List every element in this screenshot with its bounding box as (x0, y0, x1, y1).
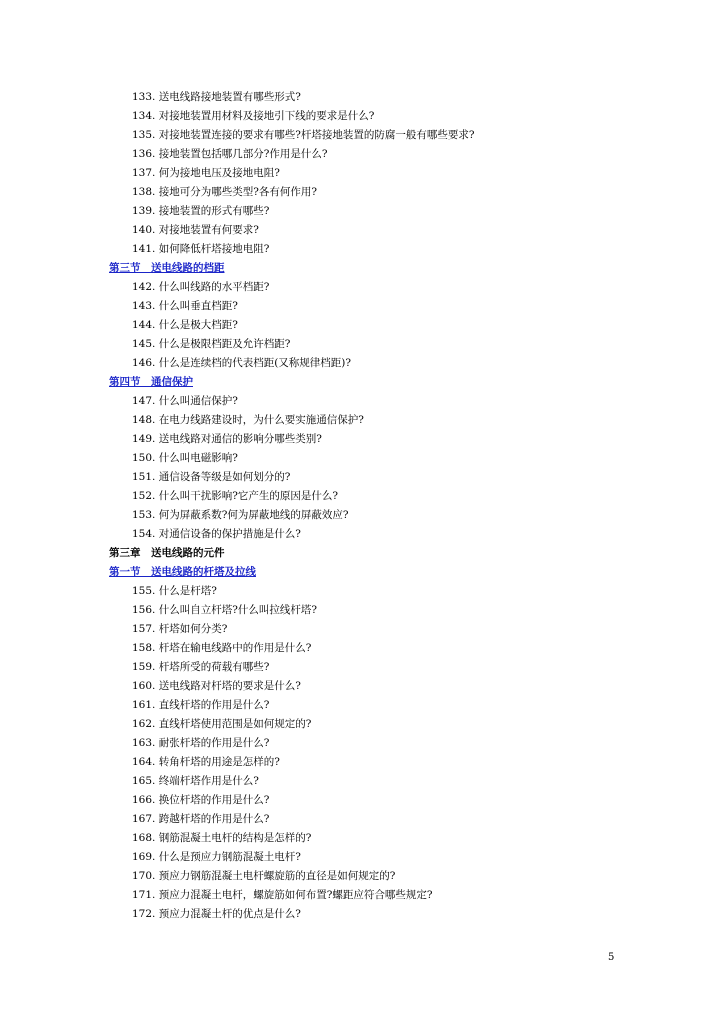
question-item: 147. 什么叫通信保护? (132, 395, 238, 407)
question-item: 144. 什么是极大档距? (132, 319, 238, 331)
question-item: 138. 接地可分为哪些类型?各有何作用? (132, 186, 317, 198)
question-item: 163. 耐张杆塔的作用是什么? (132, 737, 270, 749)
question-item: 137. 何为接地电压及接地电阻? (132, 167, 280, 179)
question-item: 146. 什么是连续档的代表档距(又称规律档距)? (132, 357, 352, 369)
question-item: 167. 跨越杆塔的作用是什么? (132, 813, 270, 825)
question-item: 165. 终端杆塔作用是什么? (132, 775, 259, 787)
question-item: 153. 何为屏蔽系数?何为屏蔽地线的屏蔽效应? (132, 509, 349, 521)
question-item: 169. 什么是预应力钢筋混凝土电杆? (132, 851, 301, 863)
question-item: 150. 什么叫电磁影响? (132, 452, 238, 464)
question-item: 161. 直线杆塔的作用是什么? (132, 699, 270, 711)
section-heading-link[interactable]: 第四节 通信保护 (109, 376, 193, 388)
question-item: 157. 杆塔如何分类? (132, 623, 228, 635)
question-item: 145. 什么是极限档距及允许档距? (132, 338, 291, 350)
question-item: 164. 转角杆塔的用途是怎样的? (132, 756, 280, 768)
question-item: 143. 什么叫垂直档距? (132, 300, 238, 312)
question-item: 149. 送电线路对通信的影响分哪些类别? (132, 433, 322, 445)
question-item: 141. 如何降低杆塔接地电阻? (132, 243, 270, 255)
question-item: 158. 杆塔在输电线路中的作用是什么? (132, 642, 312, 654)
question-item: 140. 对接地装置有何要求? (132, 224, 259, 236)
question-item: 139. 接地装置的形式有哪些? (132, 205, 270, 217)
question-item: 155. 什么是杆塔? (132, 585, 217, 597)
question-item: 162. 直线杆塔使用范围是如何规定的? (132, 718, 312, 730)
question-item: 135. 对接地装置连接的要求有哪些?杆塔接地装置的防腐一般有哪些要求? (132, 129, 475, 141)
question-item: 171. 预应力混凝土电杆，螺旋筋如何布置?螺距应符合哪些规定? (132, 889, 433, 901)
section-heading-link[interactable]: 第三节 送电线路的档距 (109, 262, 225, 274)
question-item: 172. 预应力混凝土杆的优点是什么? (132, 908, 301, 920)
question-item: 136. 接地装置包括哪几部分?作用是什么? (132, 148, 328, 160)
question-item: 159. 杆塔所受的荷载有哪些? (132, 661, 270, 673)
question-item: 156. 什么叫自立杆塔?什么叫拉线杆塔? (132, 604, 317, 616)
question-item: 151. 通信设备等级是如何划分的? (132, 471, 291, 483)
question-item: 133. 送电线路接地装置有哪些形式? (132, 91, 301, 103)
page-number: 5 (608, 952, 615, 963)
question-item: 160. 送电线路对杆塔的要求是什么? (132, 680, 301, 692)
question-item: 168. 钢筋混凝土电杆的结构是怎样的? (132, 832, 312, 844)
question-item: 134. 对接地装置用材料及接地引下线的要求是什么? (132, 110, 375, 122)
question-item: 154. 对通信设备的保护措施是什么? (132, 528, 301, 540)
chapter-heading: 第三章 送电线路的元件 (109, 547, 225, 559)
question-item: 148. 在电力线路建设时，为什么要实施通信保护? (132, 414, 364, 426)
question-item: 152. 什么叫干扰影响?它产生的原因是什么? (132, 490, 338, 502)
section-heading-link[interactable]: 第一节 送电线路的杆塔及拉线 (109, 566, 256, 578)
question-item: 166. 换位杆塔的作用是什么? (132, 794, 270, 806)
question-item: 170. 预应力钢筋混凝土电杆螺旋筋的直径是如何规定的? (132, 870, 396, 882)
question-item: 142. 什么叫线路的水平档距? (132, 281, 270, 293)
